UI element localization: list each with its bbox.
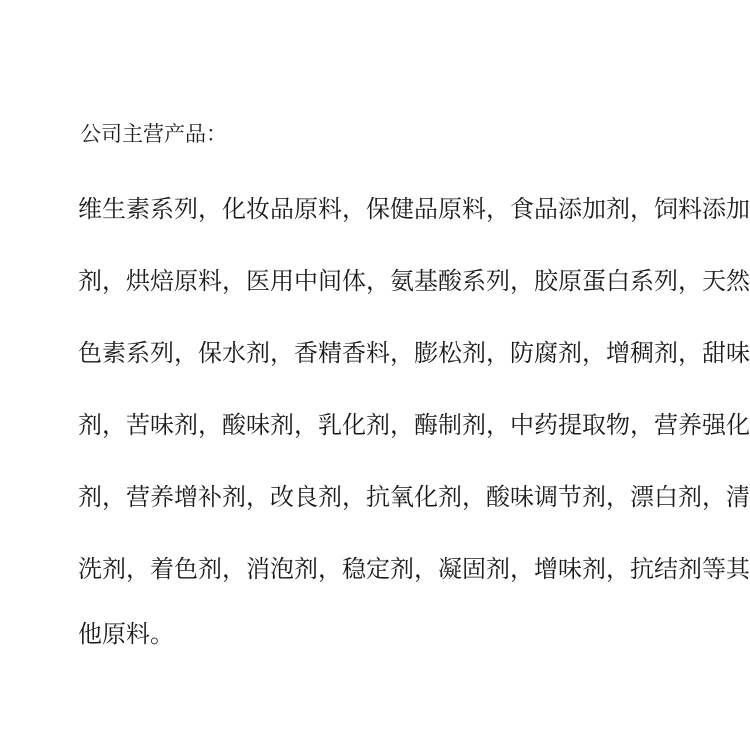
products-text-line-2: 剂，烘焙原料，医用中间体，氨基酸系列，胶原蛋白系列，天然	[78, 267, 750, 295]
products-text-line-6: 洗剂，着色剂，消泡剂，稳定剂，凝固剂，增味剂，抗结剂等其	[78, 555, 750, 583]
products-text-line-7: 他原料。	[78, 620, 174, 648]
main-products-heading: 公司主营产品：	[80, 122, 227, 146]
products-text-line-4: 剂，苦味剂，酸味剂，乳化剂，酶制剂，中药提取物，营养强化	[78, 411, 750, 439]
products-text-line-5: 剂，营养增补剂，改良剂，抗氧化剂，酸味调节剂，漂白剂，清	[78, 483, 750, 511]
products-text-line-3: 色素系列，保水剂，香精香料，膨松剂，防腐剂，增稠剂，甜味	[78, 339, 750, 367]
products-text-line-1: 维生素系列，化妆品原料，保健品原料，食品添加剂，饲料添加	[78, 195, 750, 223]
